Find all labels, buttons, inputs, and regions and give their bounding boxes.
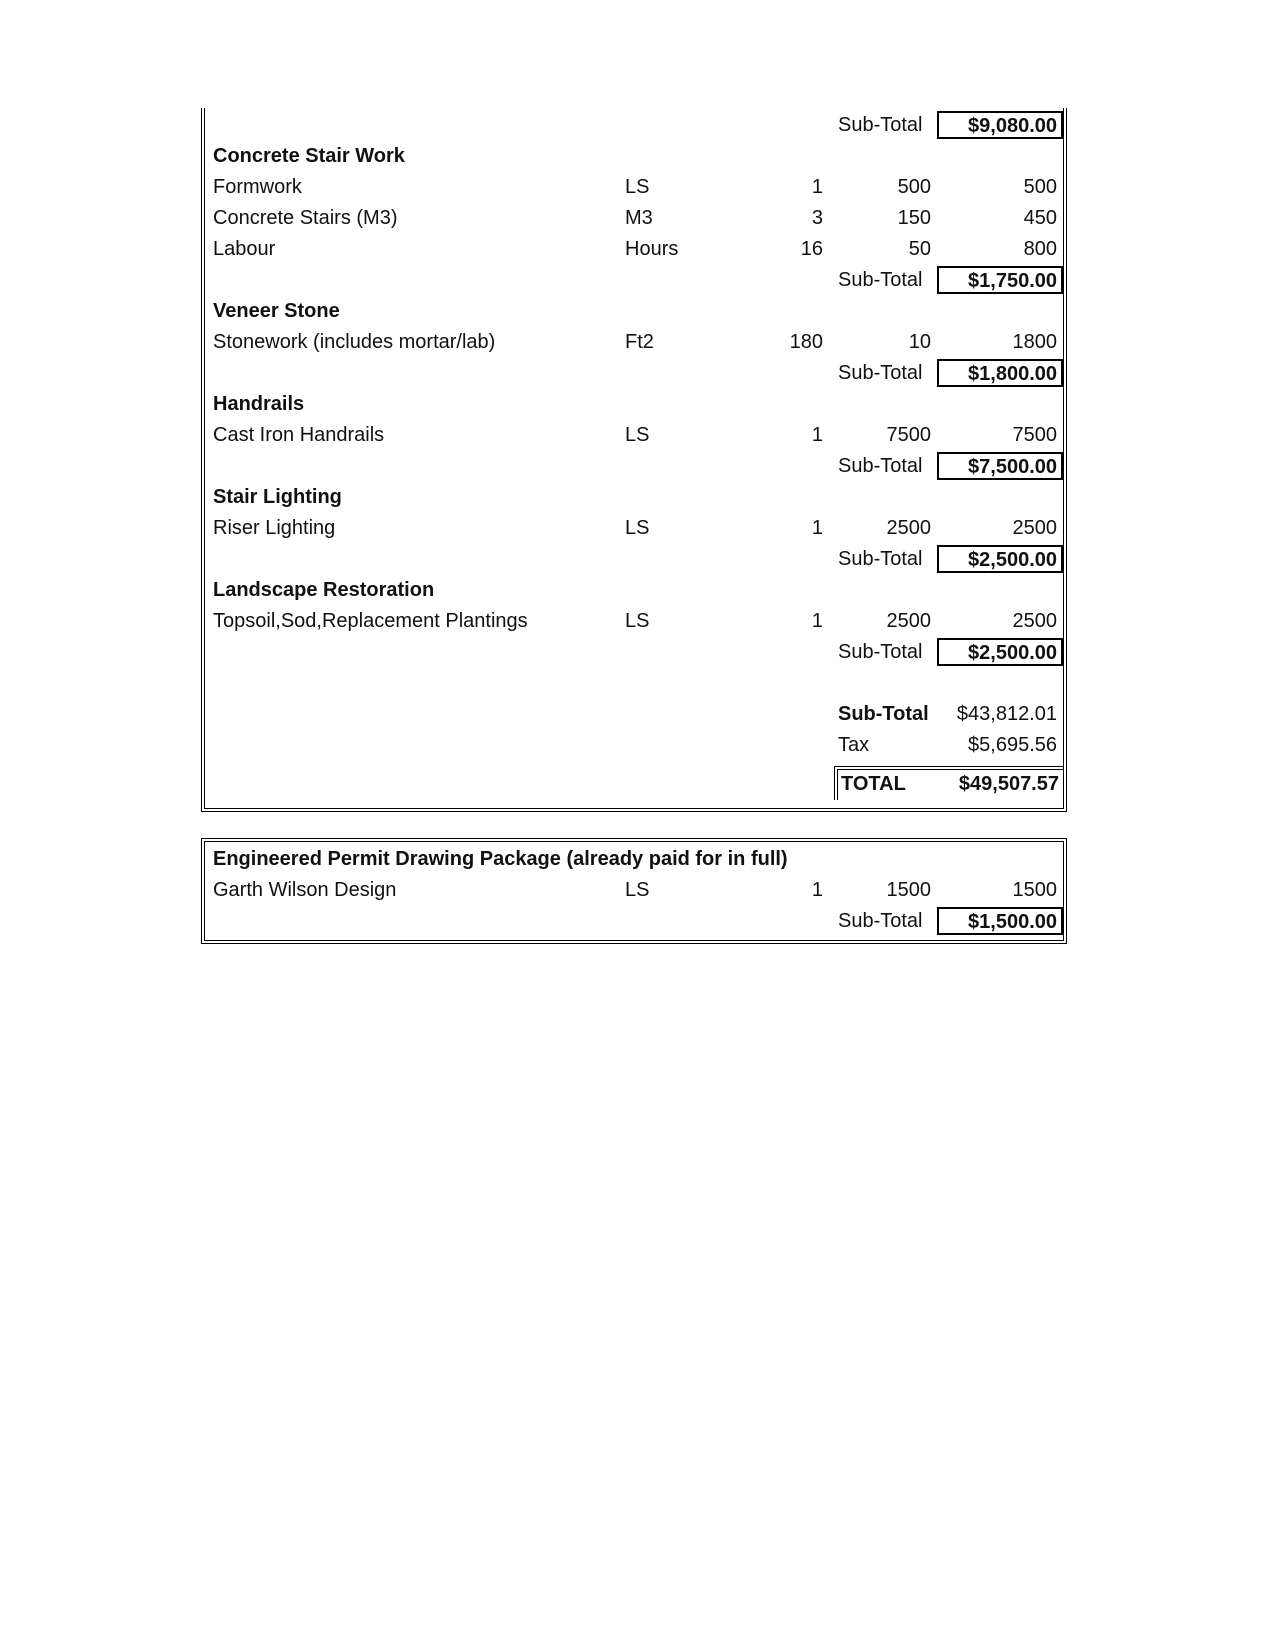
line-item-row bbox=[205, 234, 1063, 265]
section-heading: Veneer Stone bbox=[213, 300, 340, 322]
item-qty: 1 bbox=[811, 517, 823, 539]
section-heading-row bbox=[205, 482, 1063, 513]
subtotal-label: Sub-Total bbox=[838, 455, 923, 477]
total-value: $49,507.57 bbox=[958, 773, 1059, 795]
line-item-row bbox=[205, 327, 1063, 358]
subtotal-label: Sub-Total bbox=[838, 269, 923, 291]
item-description: Formwork bbox=[213, 176, 302, 198]
item-rate: 500 bbox=[897, 176, 931, 198]
grand-subtotal-label: Sub-Total bbox=[838, 703, 929, 725]
line-item-row bbox=[205, 420, 1063, 451]
item-rate: 50 bbox=[908, 238, 931, 260]
subtotal-label: Sub-Total bbox=[838, 114, 923, 136]
subtotal-value: $1,750.00 bbox=[937, 266, 1063, 294]
section-heading-row bbox=[205, 844, 1063, 875]
estimate-table bbox=[201, 108, 1067, 812]
subtotal-label: Sub-Total bbox=[838, 641, 923, 663]
item-description: Garth Wilson Design bbox=[213, 879, 397, 901]
section-subtotal-row bbox=[205, 358, 1063, 389]
carryover-subtotal-row bbox=[205, 110, 1063, 141]
section-heading: Engineered Permit Drawing Package (already paid for in full) bbox=[213, 848, 788, 870]
item-unit: LS bbox=[625, 610, 650, 632]
item-unit: LS bbox=[625, 176, 650, 198]
section-heading: Concrete Stair Work bbox=[213, 145, 405, 167]
section-heading-row bbox=[205, 141, 1063, 172]
item-rate: 150 bbox=[897, 207, 931, 229]
subtotal-value: $2,500.00 bbox=[937, 638, 1063, 666]
item-qty: 16 bbox=[800, 238, 823, 260]
item-amount: 500 bbox=[1023, 176, 1057, 198]
item-amount: 2500 bbox=[1012, 517, 1057, 539]
line-item-row bbox=[205, 606, 1063, 637]
section-subtotal-row bbox=[205, 451, 1063, 482]
section-subtotal-row bbox=[205, 906, 1063, 937]
tax-value: $5,695.56 bbox=[968, 734, 1057, 756]
total-label: TOTAL bbox=[841, 773, 906, 795]
subtotal-value: $1,500.00 bbox=[937, 907, 1063, 935]
section-heading: Landscape Restoration bbox=[213, 579, 435, 601]
total-row bbox=[205, 766, 1063, 804]
section-heading: Stair Lighting bbox=[213, 486, 342, 508]
line-item-row bbox=[205, 513, 1063, 544]
item-qty: 1 bbox=[811, 424, 823, 446]
item-qty: 1 bbox=[811, 176, 823, 198]
section-heading-row bbox=[205, 575, 1063, 606]
item-description: Riser Lighting bbox=[213, 517, 336, 539]
item-unit: LS bbox=[625, 517, 650, 539]
section-heading-row bbox=[205, 389, 1063, 420]
item-rate: 2500 bbox=[886, 610, 931, 632]
grand-subtotal-row bbox=[205, 699, 1063, 730]
permit-package-table bbox=[201, 838, 1067, 944]
item-description: Labour bbox=[213, 238, 276, 260]
line-item-row bbox=[205, 203, 1063, 234]
item-description: Concrete Stairs (M3) bbox=[213, 207, 398, 229]
section-heading-row bbox=[205, 296, 1063, 327]
subtotal-label: Sub-Total bbox=[838, 362, 923, 384]
line-item-row bbox=[205, 172, 1063, 203]
tax-label: Tax bbox=[838, 734, 870, 756]
item-qty: 1 bbox=[811, 879, 823, 901]
item-description: Stonework (includes mortar/lab) bbox=[213, 331, 496, 353]
item-unit: LS bbox=[625, 879, 650, 901]
section-subtotal-row bbox=[205, 265, 1063, 296]
item-qty: 1 bbox=[811, 610, 823, 632]
item-amount: 1500 bbox=[1012, 879, 1057, 901]
item-unit: Ft2 bbox=[625, 331, 654, 353]
item-amount: 800 bbox=[1023, 238, 1057, 260]
section-heading: Handrails bbox=[213, 393, 305, 415]
item-rate: 10 bbox=[908, 331, 931, 353]
section-subtotal-row bbox=[205, 544, 1063, 575]
item-qty: 3 bbox=[811, 207, 823, 229]
item-rate: 2500 bbox=[886, 517, 931, 539]
item-description: Topsoil,Sod,Replacement Plantings bbox=[213, 610, 528, 632]
item-unit: Hours bbox=[625, 238, 679, 260]
tax-row bbox=[205, 730, 1063, 761]
total-box bbox=[834, 766, 1063, 800]
subtotal-label: Sub-Total bbox=[838, 548, 923, 570]
subtotal-value: $2,500.00 bbox=[937, 545, 1063, 573]
item-amount: 2500 bbox=[1012, 610, 1057, 632]
item-amount: 450 bbox=[1023, 207, 1057, 229]
item-qty: 180 bbox=[789, 331, 823, 353]
item-unit: LS bbox=[625, 424, 650, 446]
grand-subtotal-value: $43,812.01 bbox=[956, 703, 1057, 725]
section-subtotal-row bbox=[205, 637, 1063, 668]
item-amount: 7500 bbox=[1012, 424, 1057, 446]
subtotal-value: $1,800.00 bbox=[937, 359, 1063, 387]
item-unit: M3 bbox=[625, 207, 653, 229]
subtotal-label: Sub-Total bbox=[838, 910, 923, 932]
item-rate: 7500 bbox=[886, 424, 931, 446]
subtotal-value: $9,080.00 bbox=[937, 111, 1063, 139]
item-rate: 1500 bbox=[886, 879, 931, 901]
item-description: Cast Iron Handrails bbox=[213, 424, 385, 446]
item-amount: 1800 bbox=[1012, 331, 1057, 353]
line-item-row bbox=[205, 875, 1063, 906]
subtotal-value: $7,500.00 bbox=[937, 452, 1063, 480]
